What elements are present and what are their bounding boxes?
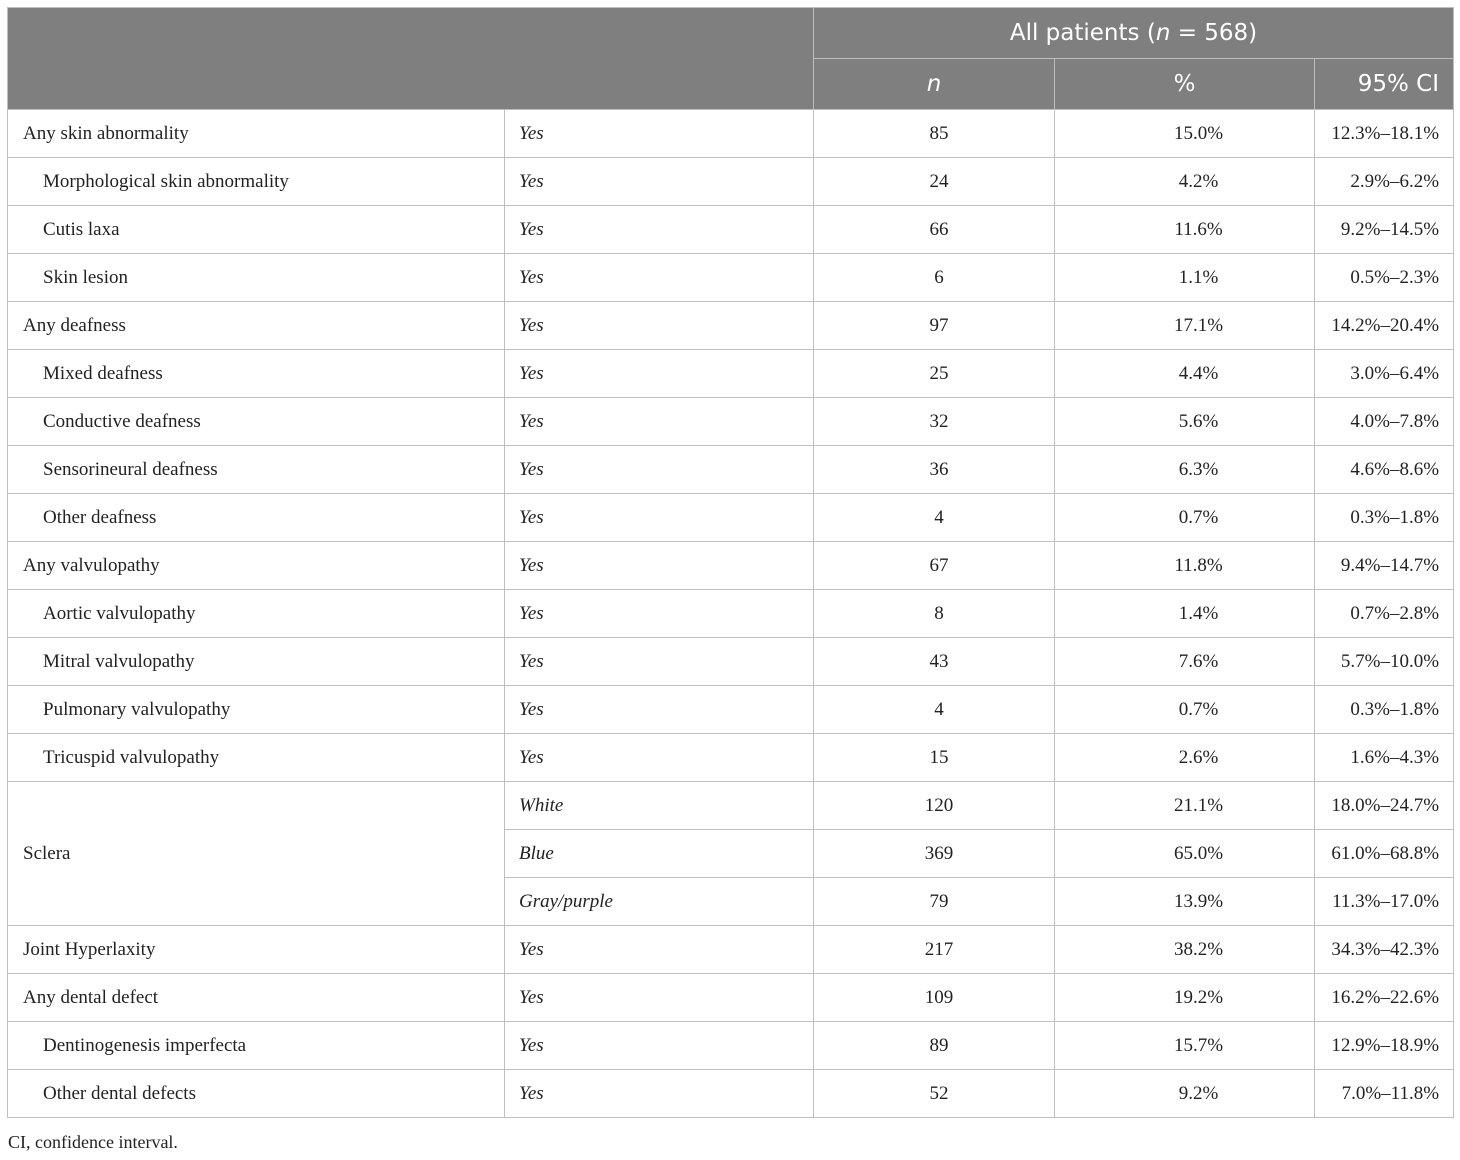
row-percent: 65.0% <box>1055 830 1315 878</box>
row-percent: 2.6% <box>1055 734 1315 782</box>
row-response: Yes <box>505 206 814 254</box>
row-response: Yes <box>505 974 814 1022</box>
table-row <box>8 158 1454 206</box>
row-percent: 15.7% <box>1055 1022 1315 1070</box>
row-n: 217 <box>814 926 1055 974</box>
table-row <box>8 1022 1454 1070</box>
row-label: Joint Hyperlaxity <box>8 926 505 974</box>
table-footnote: CI, confidence interval. <box>8 1132 178 1152</box>
row-n: 97 <box>814 302 1055 350</box>
table-row <box>8 398 1454 446</box>
row-response: Yes <box>505 302 814 350</box>
row-ci: 0.7%–2.8% <box>1315 590 1454 638</box>
row-percent: 11.6% <box>1055 206 1315 254</box>
row-label: Skin lesion <box>8 254 505 302</box>
row-ci: 2.9%–6.2% <box>1315 158 1454 206</box>
table-header <box>8 8 1454 110</box>
results-table <box>7 7 1454 1118</box>
row-ci: 9.2%–14.5% <box>1315 206 1454 254</box>
row-response: Yes <box>505 254 814 302</box>
percent-column-header: % <box>1055 59 1315 110</box>
row-n: 6 <box>814 254 1055 302</box>
row-percent: 0.7% <box>1055 686 1315 734</box>
row-percent: 13.9% <box>1055 878 1315 926</box>
row-ci: 4.0%–7.8% <box>1315 398 1454 446</box>
row-ci: 16.2%–22.6% <box>1315 974 1454 1022</box>
row-label: Any skin abnormality <box>8 110 505 158</box>
row-percent: 17.1% <box>1055 302 1315 350</box>
row-percent: 19.2% <box>1055 974 1315 1022</box>
row-percent: 6.3% <box>1055 446 1315 494</box>
row-n: 67 <box>814 542 1055 590</box>
row-n: 52 <box>814 1070 1055 1118</box>
row-n: 8 <box>814 590 1055 638</box>
row-ci: 0.5%–2.3% <box>1315 254 1454 302</box>
row-ci: 18.0%–24.7% <box>1315 782 1454 830</box>
row-label: Dentinogenesis imperfecta <box>8 1022 505 1070</box>
table-row <box>8 686 1454 734</box>
row-ci: 9.4%–14.7% <box>1315 542 1454 590</box>
row-response: Yes <box>505 158 814 206</box>
row-percent: 0.7% <box>1055 494 1315 542</box>
row-response: Yes <box>505 110 814 158</box>
row-response: Yes <box>505 398 814 446</box>
table-row <box>8 782 1454 830</box>
table-row <box>8 350 1454 398</box>
row-label: Aortic valvulopathy <box>8 590 505 638</box>
row-percent: 5.6% <box>1055 398 1315 446</box>
row-response: Yes <box>505 446 814 494</box>
table-row <box>8 638 1454 686</box>
row-ci: 1.6%–4.3% <box>1315 734 1454 782</box>
row-response: Yes <box>505 1070 814 1118</box>
row-ci: 3.0%–6.4% <box>1315 350 1454 398</box>
row-response: Yes <box>505 1022 814 1070</box>
row-label: Other deafness <box>8 494 505 542</box>
row-percent: 38.2% <box>1055 926 1315 974</box>
row-response: Yes <box>505 542 814 590</box>
row-label: Mitral valvulopathy <box>8 638 505 686</box>
row-response: Yes <box>505 590 814 638</box>
row-label: Tricuspid valvulopathy <box>8 734 505 782</box>
header-blank-cell <box>8 8 814 110</box>
table-row <box>8 1070 1454 1118</box>
row-ci: 12.3%–18.1% <box>1315 110 1454 158</box>
row-response: Gray/purple <box>505 878 814 926</box>
row-ci: 4.6%–8.6% <box>1315 446 1454 494</box>
table-row <box>8 926 1454 974</box>
row-percent: 7.6% <box>1055 638 1315 686</box>
row-ci: 61.0%–68.8% <box>1315 830 1454 878</box>
row-ci: 0.3%–1.8% <box>1315 686 1454 734</box>
row-label: Any valvulopathy <box>8 542 505 590</box>
all-patients-group-header: All patients (n = 568) <box>814 8 1454 59</box>
row-response: Blue <box>505 830 814 878</box>
table-row <box>8 734 1454 782</box>
row-n: 4 <box>814 494 1055 542</box>
table-row <box>8 110 1454 158</box>
row-n: 79 <box>814 878 1055 926</box>
row-ci: 12.9%–18.9% <box>1315 1022 1454 1070</box>
table-row <box>8 590 1454 638</box>
row-n: 24 <box>814 158 1055 206</box>
row-response: Yes <box>505 494 814 542</box>
row-n: 32 <box>814 398 1055 446</box>
row-n: 43 <box>814 638 1055 686</box>
row-label: Any deafness <box>8 302 505 350</box>
row-label: Cutis laxa <box>8 206 505 254</box>
row-ci: 34.3%–42.3% <box>1315 926 1454 974</box>
row-response: Yes <box>505 350 814 398</box>
row-n: 120 <box>814 782 1055 830</box>
row-response: Yes <box>505 926 814 974</box>
row-ci: 11.3%–17.0% <box>1315 878 1454 926</box>
row-ci: 14.2%–20.4% <box>1315 302 1454 350</box>
row-percent: 11.8% <box>1055 542 1315 590</box>
row-n: 15 <box>814 734 1055 782</box>
table-row <box>8 494 1454 542</box>
n-column-header: n <box>814 59 1055 110</box>
row-label: Morphological skin abnormality <box>8 158 505 206</box>
row-n: 4 <box>814 686 1055 734</box>
row-percent: 4.2% <box>1055 158 1315 206</box>
row-label: Sensorineural deafness <box>8 446 505 494</box>
table-row <box>8 446 1454 494</box>
row-n: 89 <box>814 1022 1055 1070</box>
table-row <box>8 302 1454 350</box>
row-label: Pulmonary valvulopathy <box>8 686 505 734</box>
table-row <box>8 542 1454 590</box>
row-ci: 7.0%–11.8% <box>1315 1070 1454 1118</box>
row-percent: 21.1% <box>1055 782 1315 830</box>
row-response: Yes <box>505 686 814 734</box>
row-n: 369 <box>814 830 1055 878</box>
row-percent: 1.4% <box>1055 590 1315 638</box>
row-n: 109 <box>814 974 1055 1022</box>
row-ci: 5.7%–10.0% <box>1315 638 1454 686</box>
row-n: 25 <box>814 350 1055 398</box>
row-n: 85 <box>814 110 1055 158</box>
row-percent: 1.1% <box>1055 254 1315 302</box>
ci-column-header: 95% CI <box>1315 59 1454 110</box>
row-label: Mixed deafness <box>8 350 505 398</box>
row-response: White <box>505 782 814 830</box>
table-row <box>8 254 1454 302</box>
row-n: 36 <box>814 446 1055 494</box>
row-response: Yes <box>505 734 814 782</box>
row-response: Yes <box>505 638 814 686</box>
row-label: Other dental defects <box>8 1070 505 1118</box>
row-n: 66 <box>814 206 1055 254</box>
table-row <box>8 206 1454 254</box>
row-label: Sclera <box>8 782 505 926</box>
table-row <box>8 974 1454 1022</box>
row-label: Any dental defect <box>8 974 505 1022</box>
row-ci: 0.3%–1.8% <box>1315 494 1454 542</box>
row-percent: 15.0% <box>1055 110 1315 158</box>
row-label: Conductive deafness <box>8 398 505 446</box>
row-percent: 4.4% <box>1055 350 1315 398</box>
row-percent: 9.2% <box>1055 1070 1315 1118</box>
